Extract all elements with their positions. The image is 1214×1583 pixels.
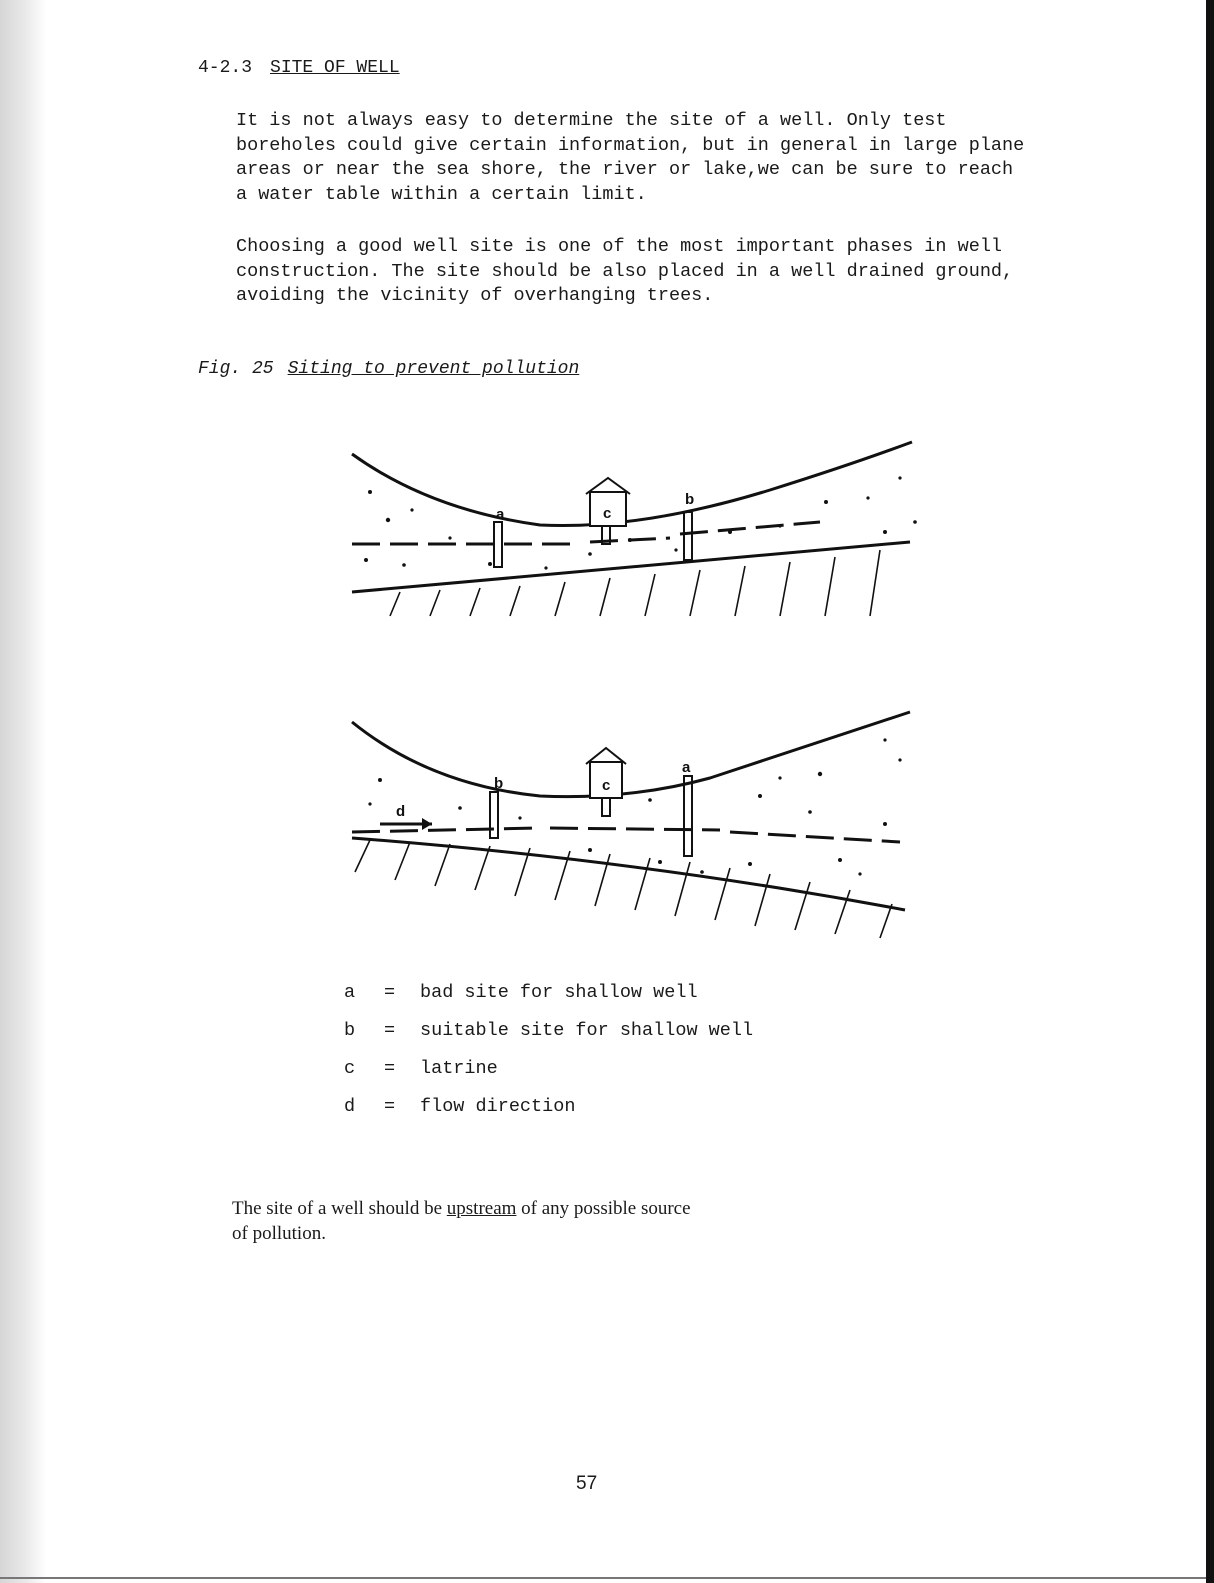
legend-equals: = — [384, 1096, 396, 1117]
figure-label: Fig. 25 — [198, 359, 274, 379]
label-c: c — [602, 777, 611, 794]
label-b: b — [685, 491, 695, 508]
closing-text-end: of any possible source — [516, 1198, 691, 1219]
closing-text-line2: of pollution. — [232, 1223, 326, 1244]
well-a-shaft — [494, 506, 505, 567]
section-number: 4-2.3 — [198, 58, 253, 78]
soil-stipple — [364, 476, 917, 569]
ground-surface-line — [352, 712, 910, 797]
siting-diagram-bottom — [340, 700, 930, 950]
legend-equals: = — [384, 1058, 396, 1079]
legend-key: c — [344, 1058, 356, 1079]
legend-value: suitable site for shallow well — [420, 1020, 754, 1041]
legend-key: d — [344, 1096, 356, 1117]
scan-bottom-edge — [0, 1577, 1206, 1579]
figure-caption — [198, 359, 579, 379]
legend-value: flow direction — [420, 1096, 576, 1117]
legend-equals: = — [384, 1020, 396, 1041]
siting-diagram-top — [340, 430, 930, 630]
label-b: b — [494, 775, 504, 792]
figure-title: Siting to prevent pollution — [287, 359, 580, 379]
legend-value: latrine — [420, 1058, 498, 1079]
legend-key: a — [344, 982, 356, 1003]
impervious-layer-line — [352, 838, 905, 910]
page-number: 57 — [576, 1473, 598, 1494]
latrine-c — [586, 748, 626, 816]
section-heading — [198, 58, 400, 78]
legend-key: b — [344, 1020, 356, 1041]
paragraph-1: It is not always easy to determine the site of a well. Only test boreholes could give certain information, but in general in large plane areas or near the sea shore, the river or lake,we can be sure to reach a water table within a certain limit. — [236, 110, 1025, 205]
legend-equals: = — [384, 982, 396, 1003]
water-table-line — [352, 828, 900, 842]
label-a: a — [682, 759, 691, 776]
paragraph-2: Choosing a good well site is one of the most important phases in well construction. The site should be also placed in a well drained ground, avoiding the vicinity of overhanging trees. — [236, 236, 1014, 306]
closing-emphasis: upstream — [446, 1198, 517, 1219]
label-d: d — [396, 803, 406, 820]
scan-right-edge — [1206, 0, 1214, 1583]
section-title: SITE OF WELL — [270, 58, 400, 78]
impervious-layer-line — [352, 542, 910, 592]
flow-arrow-d — [380, 803, 432, 830]
well-b-shaft — [684, 491, 694, 560]
label-c: c — [603, 505, 612, 522]
scan-left-edge — [0, 0, 46, 1583]
closing-paragraph — [232, 1196, 691, 1246]
ground-surface-line — [352, 442, 912, 526]
soil-stipple — [368, 738, 901, 875]
closing-text-start: The site of a well should be — [232, 1198, 447, 1219]
latrine-c — [586, 478, 630, 544]
rock-hatching — [355, 840, 892, 938]
well-a-shaft — [682, 759, 692, 856]
legend-value: bad site for shallow well — [420, 982, 698, 1003]
label-a: a — [496, 506, 505, 523]
